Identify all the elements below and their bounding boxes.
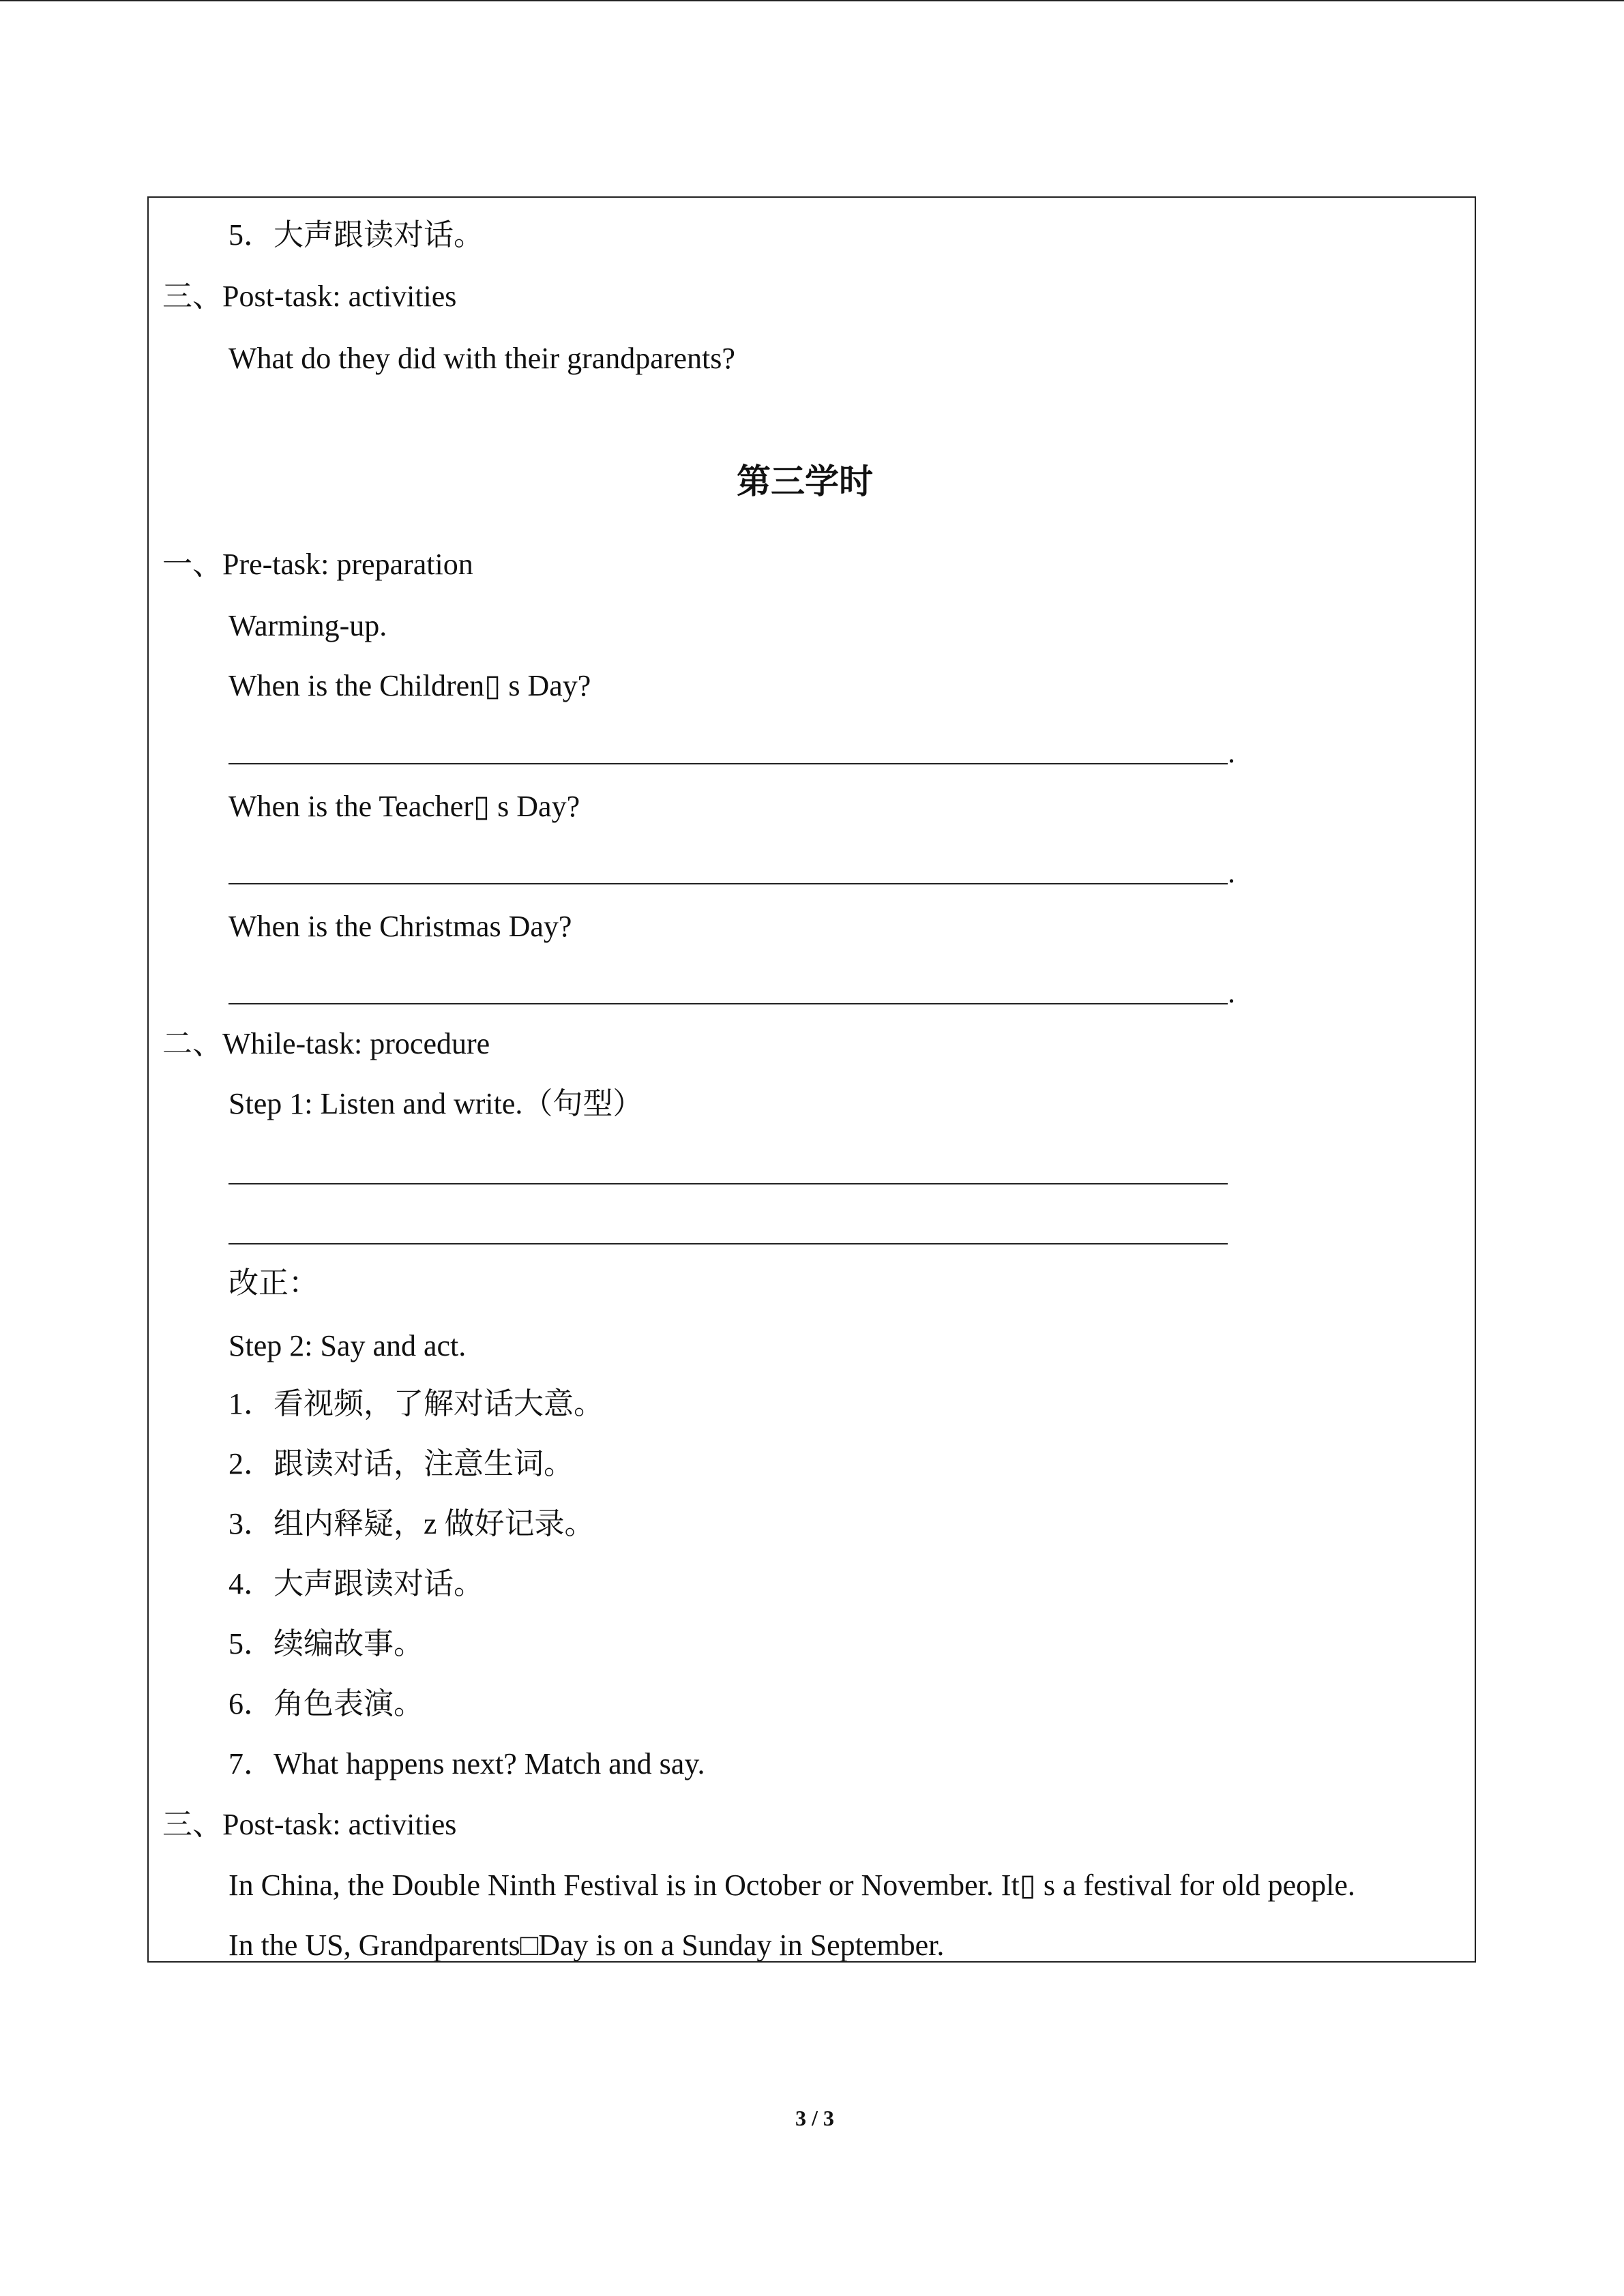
step-5-line: 5．大声跟读对话。 <box>228 218 484 252</box>
lesson-title: 第三学时 <box>737 462 873 501</box>
question-christmas-day: When is the Christmas Day? <box>228 910 572 943</box>
pre-task-heading: 一、Pre-task: preparation <box>162 548 473 581</box>
step-2-item-3: 3．组内释疑，z 做好记录。 <box>228 1507 595 1540</box>
step-2-item-2: 2．跟读对话，注意生词。 <box>228 1447 574 1480</box>
step-2-item-6: 6．角色表演。 <box>228 1687 424 1720</box>
post-task-question: What do they did with their grandparents? <box>228 342 735 375</box>
step-2-item-4: 4．大声跟读对话。 <box>228 1567 484 1600</box>
answer-line-2-period: . <box>1228 856 1235 889</box>
post-task-line-1: In China, the Double Ninth Festival is in October or November. It▯ s a festival for old people. <box>228 1868 1355 1902</box>
step-2-item-7: 7．What happens next? Match and say. <box>228 1747 705 1780</box>
answer-line-1 <box>228 763 1228 764</box>
post-task-heading-top: 三、Post-task: activities <box>162 280 457 313</box>
step-2-line: Step 2: Say and act. <box>228 1329 467 1362</box>
step-2-item-5: 5．续编故事。 <box>228 1627 424 1660</box>
question-childrens-day: When is the Children▯ s Day? <box>228 669 591 702</box>
while-task-heading: 二、While-task: procedure <box>162 1027 490 1060</box>
correction-label: 改正： <box>228 1266 319 1300</box>
writing-line-1 <box>228 1183 1228 1184</box>
top-rule <box>0 0 1624 1</box>
writing-line-2 <box>228 1243 1228 1244</box>
post-task-heading: 三、Post-task: activities <box>162 1808 457 1841</box>
answer-line-3 <box>228 1003 1228 1004</box>
step-2-item-1: 1．看视频，了解对话大意。 <box>228 1387 604 1420</box>
page-number: 3 / 3 <box>795 2106 834 2130</box>
warming-up-line: Warming-up. <box>228 609 387 642</box>
post-task-line-2: In the US, Grandparents□Day is on a Sunday in September. <box>228 1928 945 1962</box>
step-1-line: Step 1: Listen and write.（句型） <box>228 1087 643 1120</box>
answer-line-2 <box>228 883 1228 884</box>
answer-line-1-period: . <box>1228 736 1235 769</box>
answer-line-3-period: . <box>1228 976 1235 1009</box>
question-teachers-day: When is the Teacher▯ s Day? <box>228 790 580 823</box>
